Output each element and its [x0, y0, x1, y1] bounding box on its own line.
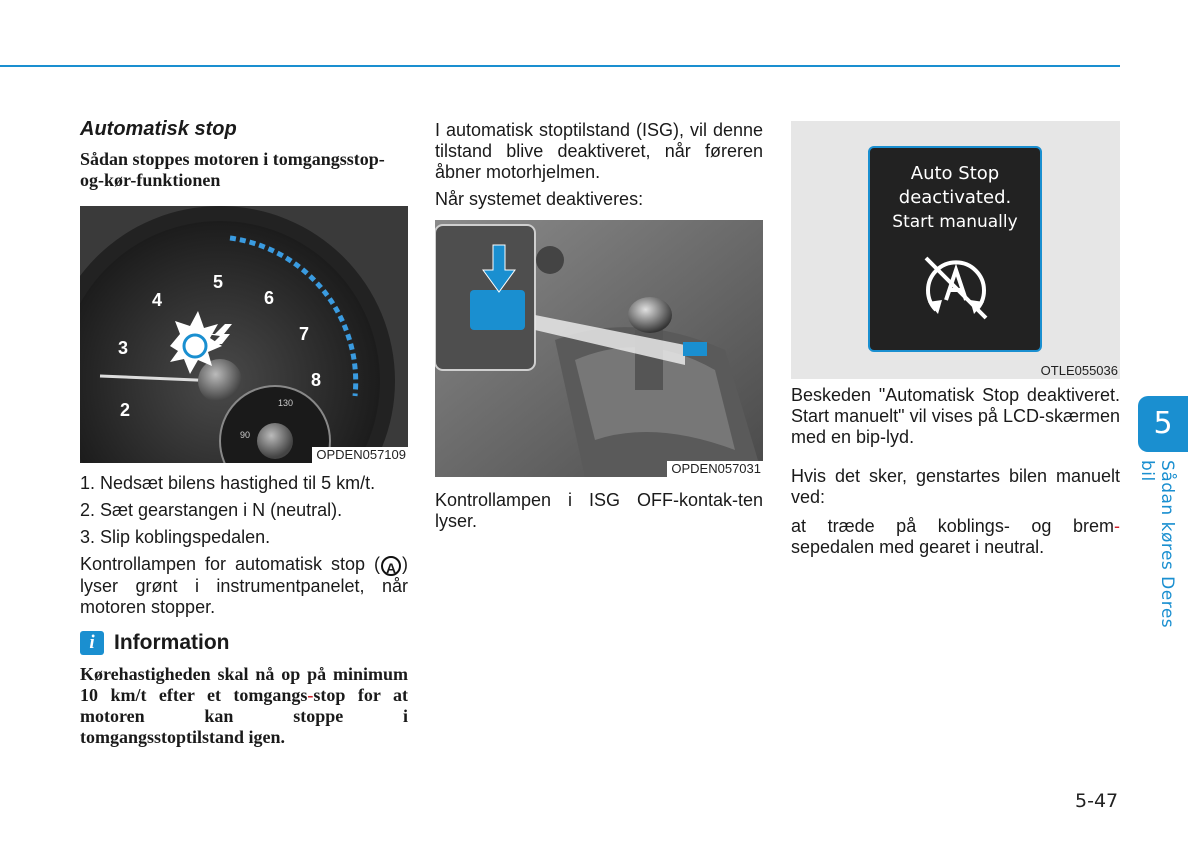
- chapter-number: 5: [1153, 406, 1173, 441]
- figure-code: OPDEN057109: [312, 447, 408, 463]
- instrument-cluster-figure: [80, 206, 408, 463]
- page-number: 5-47: [1075, 790, 1119, 812]
- paragraph: Beskeden "Automatisk Stop deaktiveret. Start manuelt" vil vises på LCD-skærmen med en bip-lyd.: [791, 385, 1120, 447]
- auto-stop-indicator-icon: A: [381, 556, 401, 576]
- lcd-line: Auto Stop: [910, 163, 1000, 184]
- lcd-line: Start manually: [892, 212, 1018, 232]
- info-heading: [80, 630, 408, 656]
- instrument-cluster-illustration: [80, 206, 408, 463]
- isg-switch-figure: [435, 220, 763, 477]
- lcd-screen: [868, 146, 1042, 352]
- gear-console-illustration: [435, 220, 763, 477]
- lcd-message-figure: [791, 121, 1120, 379]
- list-item: 1. Nedsæt bilens hastighed til 5 km/t.: [80, 473, 376, 493]
- dial-number: 7: [299, 324, 310, 344]
- column-1: [80, 118, 408, 191]
- info-title: Information: [114, 631, 230, 654]
- chapter-title: Sådan køres Deres bil: [1137, 460, 1177, 629]
- dial-number: 2: [120, 400, 131, 420]
- steps-list: [80, 473, 408, 548]
- auto-stop-off-icon: [916, 252, 996, 322]
- figure-code: OPDEN057031: [667, 461, 763, 477]
- paragraph: Kontrollampen i ISG OFF-kontak-ten lyser.: [435, 490, 763, 531]
- dial-number: 4: [152, 290, 163, 310]
- column-2: [435, 120, 763, 210]
- info-body: Kørehastigheden skal nå op på minimum 10 km/t efter et tomgangs-stop for at motoren kan stoppe i tomgangsstoptilstand igen.: [80, 664, 408, 747]
- chapter-tab: [1138, 396, 1188, 452]
- section-heading: Automatisk stop: [80, 118, 237, 140]
- column-1-body: [80, 473, 408, 748]
- temp-low: 90: [240, 430, 251, 440]
- paragraph: Hvis det sker, genstartes bilen manuelt ved:: [791, 466, 1120, 507]
- section-subheading: Sådan stoppes motoren i tomgangsstop-og-kør-funktionen: [80, 149, 385, 190]
- lamp-paragraph: Kontrollampen for automatisk stop ( A ) lyser grønt i instrumentpanelet, når motoren stopper.: [80, 554, 408, 617]
- figure-code: OTLE055036: [1037, 363, 1120, 379]
- paragraph: at træde på koblings- og brem-sepedalen med gearet i neutral.: [791, 516, 1120, 557]
- dial-number: 6: [264, 288, 275, 308]
- dial-number: 5: [213, 272, 224, 292]
- lcd-line: deactivated.: [898, 187, 1012, 208]
- list-item: 3. Slip koblingspedalen.: [80, 527, 271, 547]
- dial-number: 3: [118, 338, 129, 358]
- paragraph: I automatisk stoptilstand (ISG), vil denne tilstand blive deaktiveret, når føreren åbner motorhjelmen.: [435, 120, 763, 182]
- list-item: 2. Sæt gearstangen i N (neutral).: [80, 500, 343, 520]
- header-rule: [0, 65, 1120, 67]
- column-2-caption: [435, 490, 763, 532]
- column-3-body: [791, 385, 1120, 558]
- info-icon: i: [80, 631, 104, 655]
- paragraph: Når systemet deaktiveres:: [435, 189, 644, 209]
- temp-high: 130: [278, 398, 294, 408]
- dial-number: 8: [311, 370, 322, 390]
